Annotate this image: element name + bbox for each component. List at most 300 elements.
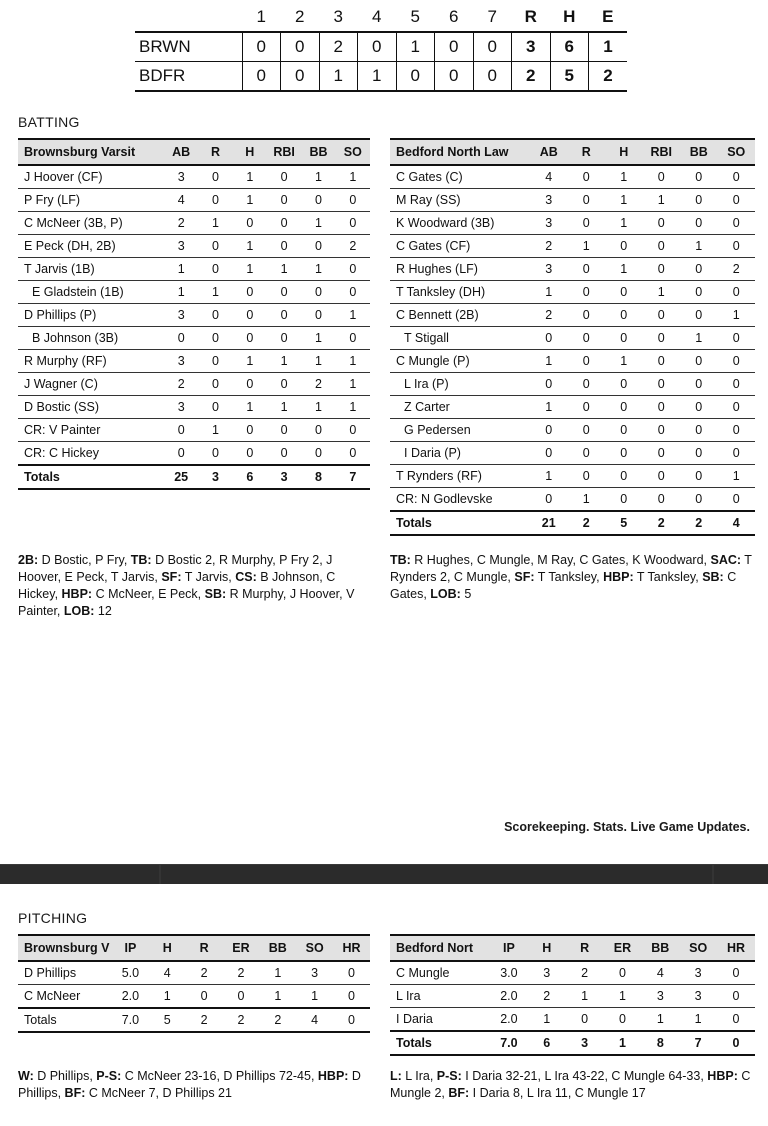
player-name-cell: L Ira	[390, 985, 490, 1008]
stat-cell: 1	[198, 419, 232, 442]
stat-cell: 0	[605, 281, 643, 304]
pitching-table-away	[18, 934, 370, 1033]
batting-table-away	[18, 138, 370, 490]
player-name-cell: M Ray (SS)	[390, 189, 530, 212]
stat-cell: 0	[568, 165, 606, 189]
table-row	[18, 281, 370, 304]
stat-cell: 0	[568, 465, 606, 488]
stat-cell: 0	[530, 327, 568, 350]
stat-cell: 1	[605, 165, 643, 189]
player-name-cell: Z Carter	[390, 396, 530, 419]
player-name-cell: T Tanksley (DH)	[390, 281, 530, 304]
stat-cell: 1	[530, 396, 568, 419]
player-name-cell: C Gates (CF)	[390, 235, 530, 258]
column-header-cell: H	[605, 139, 643, 165]
stat-cell: 0	[267, 165, 301, 189]
stat-cell: 0	[301, 442, 335, 466]
totals-stat-cell: 25	[164, 465, 198, 489]
player-name-cell: I Daria	[390, 1008, 490, 1032]
stat-cell: 1	[568, 488, 606, 512]
stat-cell: 0	[568, 373, 606, 396]
note-label: TB:	[130, 553, 152, 567]
player-name-cell: T Rynders (RF)	[390, 465, 530, 488]
linescore-inning-cell: 0	[435, 32, 474, 62]
stat-cell: 0	[717, 1008, 755, 1032]
stat-cell: 0	[336, 281, 370, 304]
linescore-inning-cell: 0	[435, 62, 474, 92]
totals-stat-cell: 1	[604, 1031, 642, 1055]
stat-cell: 0	[267, 235, 301, 258]
player-name-cell: E Peck (DH, 2B)	[18, 235, 164, 258]
stat-cell: 2	[164, 212, 198, 235]
stat-cell: 0	[605, 373, 643, 396]
linescore-inning-cell: 0	[242, 32, 281, 62]
stat-cell: 0	[267, 419, 301, 442]
stat-cell: 3	[530, 258, 568, 281]
table-row	[18, 235, 370, 258]
table-row	[390, 419, 755, 442]
table-row	[18, 985, 370, 1009]
totals-stat-cell: 8	[641, 1031, 679, 1055]
stat-cell: 0	[223, 985, 260, 1009]
stat-cell: 0	[530, 373, 568, 396]
stat-cell: 0	[718, 373, 756, 396]
note-label: TB:	[390, 553, 411, 567]
column-header-cell: ER	[223, 935, 260, 961]
column-header-cell: H	[233, 139, 267, 165]
totals-row	[18, 465, 370, 489]
table-row	[18, 304, 370, 327]
stat-cell: 2.0	[490, 1008, 528, 1032]
stat-cell: 0	[164, 327, 198, 350]
linescore-inning-cell: 1	[319, 62, 358, 92]
totals-label-cell: Totals	[18, 1008, 112, 1032]
stat-cell: 4	[164, 189, 198, 212]
stat-cell: 0	[198, 327, 232, 350]
team-header-cell: Brownsburg Varsit	[18, 139, 164, 165]
stat-cell: 0	[680, 258, 718, 281]
stat-cell: 3	[164, 304, 198, 327]
stat-cell: 1	[259, 961, 296, 985]
table-row	[390, 1008, 755, 1032]
stat-cell: 0	[568, 304, 606, 327]
column-header-cell: BB	[641, 935, 679, 961]
totals-label-cell: Totals	[390, 1031, 490, 1055]
stat-cell: 2	[223, 961, 260, 985]
player-name-cell: L Ira (P)	[390, 373, 530, 396]
stat-cell: 1	[267, 258, 301, 281]
stat-cell: 0	[680, 189, 718, 212]
stat-cell: 0	[718, 281, 756, 304]
player-name-cell: C Mungle (P)	[390, 350, 530, 373]
totals-label-cell: Totals	[390, 511, 530, 535]
column-header-cell: AB	[530, 139, 568, 165]
stat-cell: 0	[301, 419, 335, 442]
stat-cell: 0	[604, 961, 642, 985]
stat-cell: 1	[301, 327, 335, 350]
stat-cell: 1	[198, 281, 232, 304]
linescore-team-row	[135, 32, 627, 62]
stat-cell: 1	[164, 258, 198, 281]
totals-stat-cell: 7	[679, 1031, 717, 1055]
player-name-cell: J Hoover (CF)	[18, 165, 164, 189]
table-row	[390, 304, 755, 327]
stat-cell: 2.0	[490, 985, 528, 1008]
stat-cell: 1	[605, 350, 643, 373]
table-row	[18, 961, 370, 985]
note-label: W:	[18, 1069, 34, 1083]
pitching-table-home	[390, 934, 755, 1056]
stat-cell: 0	[530, 442, 568, 465]
stat-cell: 0	[605, 419, 643, 442]
note-label: SF:	[514, 570, 535, 584]
stat-cell: 0	[643, 235, 681, 258]
batting-section-title: BATTING	[18, 114, 80, 130]
stat-cell: 1	[233, 189, 267, 212]
stat-cell: 1	[679, 1008, 717, 1032]
note-label: 2B:	[18, 553, 39, 567]
stat-cell: 0	[605, 304, 643, 327]
linescore-inning-header: 6	[435, 5, 474, 32]
stat-cell: 1	[233, 165, 267, 189]
batting-notes-home: TB: R Hughes, C Mungle, M Ray, C Gates, K Woodward, SAC: T Rynders 2, C Mungle, SF: T Tanksley, HBP: T Tanksley, SB: C Gates, LOB: 5	[390, 553, 752, 601]
player-name-cell: R Murphy (RF)	[18, 350, 164, 373]
totals-row	[18, 1008, 370, 1032]
stat-cell: 0	[643, 350, 681, 373]
totals-stat-cell: 7	[336, 465, 370, 489]
stat-cell: 1	[301, 165, 335, 189]
tagline: Scorekeeping. Stats. Live Game Updates.	[504, 820, 750, 834]
stat-cell: 1	[680, 235, 718, 258]
column-header-cell: IP	[112, 935, 149, 961]
note-label: HBP:	[707, 1069, 738, 1083]
note-label: SAC:	[710, 553, 742, 567]
stat-cell: 0	[164, 442, 198, 466]
stats-header-row	[390, 139, 755, 165]
linescore-inning-cell: 0	[281, 32, 320, 62]
stat-cell: 1	[198, 212, 232, 235]
table-row	[18, 396, 370, 419]
batting-columns	[18, 138, 768, 620]
stat-cell: 1	[296, 985, 333, 1009]
note-label: P-S:	[96, 1069, 122, 1083]
linescore-inning-header: 1	[242, 5, 281, 32]
table-row	[18, 165, 370, 189]
note-label: LOB:	[430, 587, 461, 601]
stat-cell: 0	[267, 373, 301, 396]
totals-stat-cell: 3	[566, 1031, 604, 1055]
table-row	[390, 985, 755, 1008]
table-row	[18, 373, 370, 396]
stat-cell: 0	[267, 281, 301, 304]
stat-cell: 1	[164, 281, 198, 304]
column-header-cell: BB	[680, 139, 718, 165]
stat-cell: 3	[679, 985, 717, 1008]
player-name-cell: G Pedersen	[390, 419, 530, 442]
stat-cell: 2	[530, 304, 568, 327]
linescore-summary-cell: 2	[589, 62, 628, 92]
column-header-cell: SO	[296, 935, 333, 961]
stat-cell: 0	[568, 258, 606, 281]
totals-stat-cell: 21	[530, 511, 568, 535]
stat-cell: 1	[301, 350, 335, 373]
table-row	[390, 281, 755, 304]
totals-stat-cell: 4	[718, 511, 756, 535]
stat-cell: 0	[233, 327, 267, 350]
stat-cell: 0	[680, 373, 718, 396]
stat-cell: 1	[528, 1008, 566, 1032]
totals-stat-cell: 2	[643, 511, 681, 535]
table-row	[390, 189, 755, 212]
stat-cell: 1	[336, 396, 370, 419]
stat-cell: 2	[301, 373, 335, 396]
linescore-table	[135, 5, 627, 92]
stat-cell: 5.0	[112, 961, 149, 985]
stat-cell: 0	[643, 165, 681, 189]
column-header-cell: HR	[717, 935, 755, 961]
stat-cell: 0	[568, 212, 606, 235]
player-name-cell: T Jarvis (1B)	[18, 258, 164, 281]
note-label: BF:	[448, 1086, 470, 1100]
stats-header-row	[18, 139, 370, 165]
linescore-inning-cell: 0	[396, 62, 435, 92]
totals-row	[390, 1031, 755, 1055]
pitching-section	[0, 910, 768, 1102]
stat-cell: 0	[568, 350, 606, 373]
player-name-cell: K Woodward (3B)	[390, 212, 530, 235]
totals-stat-cell: 3	[198, 465, 232, 489]
totals-stat-cell: 6	[528, 1031, 566, 1055]
stat-cell: 0	[718, 396, 756, 419]
stat-cell: 0	[198, 189, 232, 212]
pitching-notes-away: W: D Phillips, P-S: C McNeer 23-16, D Phillips 72-45, HBP: D Phillips, BF: C McNeer 7, D Phillips 21	[18, 1069, 361, 1100]
stat-cell: 0	[333, 961, 370, 985]
stat-cell: 0	[718, 488, 756, 512]
totals-stat-cell: 4	[296, 1008, 333, 1032]
stat-cell: 0	[267, 442, 301, 466]
stat-cell: 0	[643, 465, 681, 488]
team-header-cell: Brownsburg V	[18, 935, 112, 961]
stat-cell: 0	[680, 488, 718, 512]
stat-cell: 4	[149, 961, 186, 985]
note-label: LOB:	[63, 604, 95, 618]
linescore-summary-cell: 6	[550, 32, 589, 62]
linescore-team-abbr: BDFR	[135, 62, 242, 92]
team-header-cell: Bedford Nort	[390, 935, 490, 961]
player-name-cell: C McNeer (3B, P)	[18, 212, 164, 235]
column-header-cell: RBI	[643, 139, 681, 165]
stat-cell: 1	[680, 327, 718, 350]
player-name-cell: CR: N Godlevske	[390, 488, 530, 512]
stat-cell: 0	[718, 442, 756, 465]
linescore-summary-cell: 2	[512, 62, 551, 92]
stat-cell: 1	[604, 985, 642, 1008]
stat-cell: 0	[605, 327, 643, 350]
stat-cell: 1	[718, 304, 756, 327]
stat-cell: 0	[643, 258, 681, 281]
stat-cell: 0	[680, 281, 718, 304]
note-label: P-S:	[436, 1069, 462, 1083]
stat-cell: 0	[267, 304, 301, 327]
stat-cell: 0	[680, 212, 718, 235]
stat-cell: 0	[301, 235, 335, 258]
stat-cell: 1	[530, 465, 568, 488]
stat-cell: 3	[530, 212, 568, 235]
stat-cell: 0	[198, 396, 232, 419]
stat-cell: 1	[336, 350, 370, 373]
player-name-cell: B Johnson (3B)	[18, 327, 164, 350]
linescore-header-spacer	[135, 5, 242, 32]
table-row	[390, 396, 755, 419]
batting-table-home	[390, 138, 755, 536]
stat-cell: 0	[233, 304, 267, 327]
table-row	[18, 189, 370, 212]
stat-cell: 1	[605, 212, 643, 235]
linescore-summary-header: H	[550, 5, 589, 32]
pitching-columns	[18, 934, 768, 1102]
stat-cell: 0	[568, 442, 606, 465]
stat-cell: 1	[643, 281, 681, 304]
stat-cell: 1	[233, 235, 267, 258]
team-header-cell: Bedford North Law	[390, 139, 530, 165]
totals-row	[390, 511, 755, 535]
stat-cell: 0	[336, 212, 370, 235]
linescore-inning-cell: 1	[396, 32, 435, 62]
linescore-summary-cell: 1	[589, 32, 628, 62]
stat-cell: 0	[643, 488, 681, 512]
column-header-cell: R	[566, 935, 604, 961]
stat-cell: 4	[530, 165, 568, 189]
column-header-cell: IP	[490, 935, 528, 961]
table-row	[18, 327, 370, 350]
note-label: SB:	[204, 587, 227, 601]
totals-stat-cell: 0	[717, 1031, 755, 1055]
stat-cell: 1	[301, 258, 335, 281]
note-label: CS:	[235, 570, 257, 584]
stat-cell: 2	[336, 235, 370, 258]
stat-cell: 0	[680, 419, 718, 442]
stat-cell: 0	[267, 327, 301, 350]
stat-cell: 0	[233, 373, 267, 396]
table-row	[18, 419, 370, 442]
stat-cell: 0	[233, 442, 267, 466]
stat-cell: 0	[233, 419, 267, 442]
player-name-cell: C McNeer	[18, 985, 112, 1009]
stat-cell: 0	[643, 396, 681, 419]
column-header-cell: R	[198, 139, 232, 165]
stat-cell: 0	[333, 985, 370, 1009]
stat-cell: 0	[198, 442, 232, 466]
stat-cell: 0	[718, 350, 756, 373]
linescore-inning-cell: 0	[281, 62, 320, 92]
stat-cell: 1	[336, 373, 370, 396]
linescore-header-row	[135, 5, 627, 32]
stat-cell: 0	[198, 373, 232, 396]
stat-cell: 1	[267, 350, 301, 373]
stat-cell: 3	[679, 961, 717, 985]
stat-cell: 1	[605, 258, 643, 281]
player-name-cell: E Gladstein (1B)	[18, 281, 164, 304]
stat-cell: 1	[530, 281, 568, 304]
player-name-cell: I Daria (P)	[390, 442, 530, 465]
stat-cell: 1	[267, 396, 301, 419]
stat-cell: 1	[233, 258, 267, 281]
stat-cell: 0	[198, 235, 232, 258]
stat-cell: 0	[568, 281, 606, 304]
stat-cell: 0	[336, 419, 370, 442]
column-header-cell: BB	[301, 139, 335, 165]
stats-header-row	[390, 935, 755, 961]
stat-cell: 0	[198, 304, 232, 327]
stat-cell: 0	[605, 235, 643, 258]
totals-stat-cell: 7.0	[112, 1008, 149, 1032]
stat-cell: 2	[528, 985, 566, 1008]
note-label: SF:	[161, 570, 182, 584]
stat-cell: 3.0	[490, 961, 528, 985]
player-name-cell: D Bostic (SS)	[18, 396, 164, 419]
linescore-summary-cell: 5	[550, 62, 589, 92]
note-label: SB:	[702, 570, 724, 584]
linescore-inning-header: 3	[319, 5, 358, 32]
stat-cell: 0	[530, 488, 568, 512]
player-name-cell: CR: C Hickey	[18, 442, 164, 466]
stat-cell: 0	[718, 212, 756, 235]
linescore-summary-cell: 3	[512, 32, 551, 62]
column-header-cell: BB	[259, 935, 296, 961]
stat-cell: 1	[566, 985, 604, 1008]
pitching-section-title: PITCHING	[18, 910, 88, 926]
stat-cell: 0	[643, 304, 681, 327]
table-row	[390, 442, 755, 465]
stat-cell: 2	[566, 961, 604, 985]
stat-cell: 0	[604, 1008, 642, 1032]
stat-cell: 1	[641, 1008, 679, 1032]
stat-cell: 0	[643, 212, 681, 235]
stat-cell: 0	[336, 189, 370, 212]
table-row	[18, 258, 370, 281]
column-header-cell: R	[186, 935, 223, 961]
player-name-cell: P Fry (LF)	[18, 189, 164, 212]
stat-cell: 0	[643, 373, 681, 396]
stat-cell: 0	[568, 327, 606, 350]
stat-cell: 0	[198, 165, 232, 189]
column-header-cell: AB	[164, 139, 198, 165]
stat-cell: 0	[164, 419, 198, 442]
stat-cell: 0	[233, 212, 267, 235]
table-row	[18, 442, 370, 466]
linescore-summary-header: R	[512, 5, 551, 32]
stat-cell: 0	[680, 304, 718, 327]
stat-cell: 0	[336, 442, 370, 466]
stat-cell: 0	[568, 189, 606, 212]
totals-stat-cell: 2	[186, 1008, 223, 1032]
stat-cell: 0	[643, 327, 681, 350]
stat-cell: 0	[568, 419, 606, 442]
column-header-cell: R	[568, 139, 606, 165]
stat-cell: 3	[296, 961, 333, 985]
player-name-cell: C Bennett (2B)	[390, 304, 530, 327]
totals-stat-cell: 5	[149, 1008, 186, 1032]
stat-cell: 3	[164, 165, 198, 189]
player-name-cell: R Hughes (LF)	[390, 258, 530, 281]
stat-cell: 0	[718, 419, 756, 442]
linescore-inning-header: 5	[396, 5, 435, 32]
stat-cell: 1	[301, 212, 335, 235]
stat-cell: 0	[301, 189, 335, 212]
totals-stat-cell: 3	[267, 465, 301, 489]
table-row	[390, 465, 755, 488]
totals-stat-cell: 2	[223, 1008, 260, 1032]
